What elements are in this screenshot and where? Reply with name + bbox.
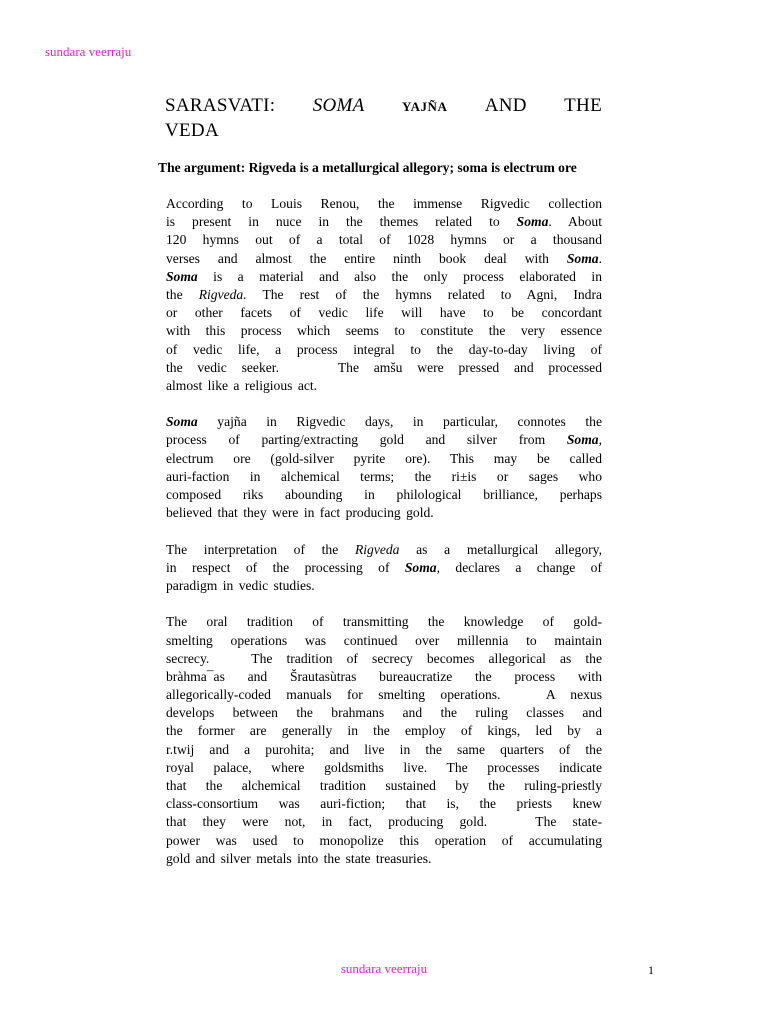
paragraph-line: paradigm in vedic studies. xyxy=(166,577,315,593)
title-word-the: THE xyxy=(564,95,602,116)
paragraph-line: develops between the brahmans and the ruling classes and xyxy=(166,705,602,721)
header-author: sundara veerraju xyxy=(45,44,132,59)
paragraph-line: with this process which seems to constitute the very essence xyxy=(166,323,602,339)
paragraph-line: Soma yajña in Rigvedic days, in particular, connotes the xyxy=(166,414,602,430)
paragraph-line: auri-faction in alchemical terms; the ri±is or sages who xyxy=(166,468,602,484)
paragraph-line: The interpretation of the Rigveda as a metallurgical allegory, xyxy=(166,541,602,557)
body-text xyxy=(166,195,602,886)
paragraph-line: the vedic seeker. The amšu were pressed and processed xyxy=(166,359,602,375)
paragraph-line: almost like a religious act. xyxy=(166,377,318,393)
document-title xyxy=(165,94,602,143)
paragraph-line: According to Louis Renou, the immense Rigvedic collection xyxy=(166,196,602,211)
paragraph-line: class-consortium was auri-fiction; that is, the priests knew xyxy=(166,796,602,812)
paragraph-line: of vedic life, a process integral to the day-to-day living of xyxy=(166,341,602,357)
paragraph-line: secrecy. The tradition of secrecy becomes allegorical as the xyxy=(166,650,602,666)
paragraph-line: allegorically-coded manuals for smelting operations. A nexus xyxy=(166,687,602,703)
paragraph-line: royal palace, where goldsmiths live. The processes indicate xyxy=(166,759,602,775)
title-line-2 xyxy=(165,119,602,143)
paragraph-line: gold and silver metals into the state treasuries. xyxy=(166,850,432,866)
paragraph-line: process of parting/extracting gold and silver from Soma, xyxy=(166,432,602,448)
paragraph-line: is present in nuce in the themes related to Soma. About xyxy=(166,214,602,230)
title-word-yajna: YAJÑA xyxy=(401,99,448,114)
paragraph-line: power was used to monopolize this operation of accumulating xyxy=(166,832,602,848)
paragraph-line: the Rigveda. The rest of the hymns related to Agni, Indra xyxy=(166,286,602,302)
paragraph-line: verses and almost the entire ninth book deal with Soma. xyxy=(166,250,602,266)
paragraph-line: 120 hymns out of a total of 1028 hymns or a thousand xyxy=(166,232,602,248)
paragraph xyxy=(166,413,602,522)
document-subtitle: The argument: Rigveda is a metallurgical allegory; soma is electrum ore xyxy=(158,160,577,175)
title-line-1 xyxy=(165,94,602,119)
footer-author: sundara veerraju xyxy=(340,961,428,976)
paragraph-line: smelting operations was continued over millennia to maintain xyxy=(166,632,602,648)
paragraph-line: in respect of the processing of Soma, declares a change of xyxy=(166,559,602,575)
paragraph-line: or other facets of vedic life will have to be concordant xyxy=(166,305,602,321)
paragraph-line: bràhma¯as and Šrautasùtras bureaucratize the process with xyxy=(166,668,602,684)
paragraph xyxy=(166,195,602,395)
paragraph-line: electrum ore (gold-silver pyrite ore). This may be called xyxy=(166,450,602,466)
paragraph xyxy=(166,613,602,868)
paragraph xyxy=(166,541,602,596)
title-word-sarasvati: SARASVATI: xyxy=(165,95,276,116)
paragraph-line: composed riks abounding in philological brilliance, perhaps xyxy=(166,487,602,502)
paragraph-line: that they were not, in fact, producing gold. The state- xyxy=(166,814,602,830)
paragraph-line: Soma is a material and also the only process elaborated in xyxy=(166,268,602,284)
paragraph-line: believed that they were in fact producing gold. xyxy=(166,505,434,521)
page-number: 1 xyxy=(648,963,654,977)
paragraph-line: that the alchemical tradition sustained by the ruling-priestly xyxy=(166,778,602,793)
title-word-and: AND xyxy=(484,95,527,116)
paragraph-line: r.twij and a purohita; and live in the same quarters of the xyxy=(166,741,602,757)
title-word-veda: VEDA xyxy=(165,120,219,141)
title-word-soma: SOMA xyxy=(312,95,365,116)
paragraph-line: the former are generally in the employ of kings, led by a xyxy=(166,723,602,739)
paragraph-line: The oral tradition of transmitting the knowledge of gold- xyxy=(166,614,602,630)
